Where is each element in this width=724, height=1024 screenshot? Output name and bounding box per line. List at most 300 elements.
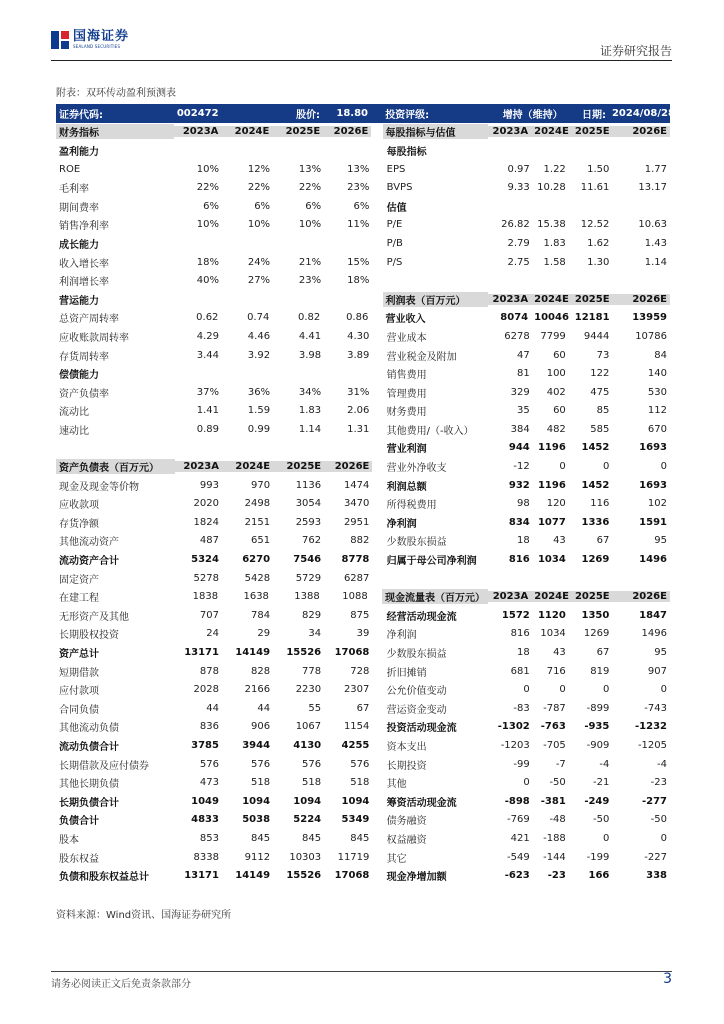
row-value: 2026E — [613, 294, 670, 305]
row-value: 17068 — [334, 870, 370, 882]
row-label: 应付款项 — [59, 686, 99, 698]
rating-value: 增持（维持） — [502, 109, 563, 121]
row-label: 资产总计 — [59, 649, 99, 661]
row-value: 85 — [596, 405, 610, 417]
row-value: 102 — [647, 498, 667, 510]
row-value: 21% — [298, 256, 322, 268]
row-value: 2028 — [193, 684, 219, 696]
row-value: 0 — [660, 832, 667, 844]
row-value: 0 — [660, 461, 667, 473]
row-label: 每股指标 — [386, 146, 427, 158]
row-value: 4.30 — [347, 330, 370, 342]
row-value: 681 — [510, 665, 530, 677]
row-value: 1496 — [639, 554, 667, 566]
header-divider — [51, 60, 672, 61]
price-value: 18.80 — [336, 107, 368, 119]
row-value: 15526 — [286, 870, 322, 882]
row-value: 0 — [602, 684, 610, 696]
row-value: 875 — [350, 609, 370, 621]
row-value: 37% — [196, 386, 219, 398]
row-value: 576 — [199, 758, 219, 770]
row-label: 资产负债率 — [59, 388, 109, 400]
row-value: 402 — [546, 386, 566, 398]
row-label: P/B — [386, 237, 403, 249]
row-value: 3.92 — [247, 349, 271, 361]
row-value: 329 — [510, 386, 530, 398]
row-label: 现金流量表（百万元） — [382, 589, 488, 604]
row-value: 35 — [517, 405, 530, 417]
row-value: 5038 — [242, 814, 271, 826]
row-value: 2025E — [273, 461, 324, 472]
row-value: 73 — [596, 349, 610, 361]
row-label: 无形资产及其他 — [59, 611, 129, 623]
row-value: 585 — [590, 423, 610, 435]
row-value: 1049 — [191, 795, 219, 807]
row-value: 120 — [546, 498, 566, 510]
row-value: 3944 — [242, 739, 271, 751]
row-value: 55 — [308, 702, 322, 714]
stock-code-label: 证券代码: — [59, 109, 103, 121]
row-value: 0.82 — [297, 312, 321, 324]
row-value: 0.99 — [247, 423, 271, 435]
row-value: -549 — [507, 851, 530, 863]
row-value: 2024E — [222, 461, 273, 472]
row-value: 819 — [590, 665, 610, 677]
row-label: ROE — [59, 163, 81, 175]
row-label: 营运资金变动 — [386, 704, 447, 716]
row-value: 2.79 — [507, 237, 530, 249]
row-label: 存货净额 — [59, 518, 99, 530]
row-value: 8074 — [500, 312, 529, 324]
row-value: 482 — [546, 423, 566, 435]
date-label: 日期: — [581, 109, 606, 121]
table-title: 附表：双环传动盈利预测表 — [56, 88, 176, 99]
row-label: 速动比 — [59, 425, 89, 437]
table-row — [56, 662, 670, 681]
row-value: 487 — [199, 535, 219, 547]
row-label: 少数股东损益 — [386, 649, 447, 661]
table-row — [56, 513, 670, 532]
row-value: 22% — [247, 182, 271, 194]
row-label: 偿债能力 — [59, 370, 99, 382]
row-value: 475 — [590, 386, 610, 398]
row-value: 44 — [206, 702, 219, 714]
row-label: 其他长期负债 — [59, 779, 119, 791]
row-value: -50 — [650, 814, 667, 826]
row-value: 834 — [508, 516, 530, 528]
table-row — [56, 550, 670, 569]
row-label: 估值 — [386, 202, 407, 214]
row-value: 2951 — [343, 516, 370, 528]
row-value: 1452 — [581, 442, 610, 454]
row-value: 1034 — [537, 554, 566, 566]
row-value: 2026E — [613, 126, 670, 137]
row-value: 36% — [247, 386, 271, 398]
row-value: 1591 — [639, 516, 667, 528]
row-label: 其他 — [386, 779, 407, 791]
row-label: 负债合计 — [59, 816, 99, 828]
row-value: 140 — [647, 368, 667, 380]
row-value: 10% — [196, 219, 219, 231]
row-value: 23% — [298, 275, 322, 287]
row-label: 营业税金及附加 — [386, 351, 457, 363]
row-value: 944 — [508, 442, 530, 454]
row-value: 5324 — [191, 554, 219, 566]
row-label: 债务融资 — [386, 816, 427, 828]
row-value: -50 — [549, 777, 566, 789]
row-value: -1302 — [497, 721, 530, 733]
row-label: 销售费用 — [386, 370, 427, 382]
row-value: 1.83 — [543, 237, 566, 249]
row-value: 12.52 — [580, 219, 610, 231]
row-value: 778 — [302, 665, 322, 677]
row-value: 2023A — [488, 126, 531, 137]
row-value: 10046 — [534, 312, 569, 324]
page-header — [0, 0, 724, 62]
row-value: 10% — [247, 219, 271, 231]
row-value: 1.14 — [298, 423, 322, 435]
row-value: 2025E — [272, 126, 323, 137]
row-value: 4833 — [191, 814, 219, 826]
logo-mark-icon — [51, 31, 69, 49]
row-value: 10% — [298, 219, 322, 231]
row-label: 流动比 — [59, 407, 89, 419]
row-value: 1154 — [343, 721, 370, 733]
row-value: 1.50 — [587, 163, 610, 175]
row-value: 43 — [553, 535, 566, 547]
row-value: -705 — [543, 739, 566, 751]
row-value: 22% — [196, 182, 219, 194]
table-row — [56, 866, 670, 885]
row-value: 22% — [298, 182, 322, 194]
row-value: 11% — [347, 219, 370, 231]
row-value: 1.31 — [347, 423, 370, 435]
row-value: 518 — [350, 777, 370, 789]
row-value: -21 — [593, 777, 610, 789]
table-row — [56, 309, 670, 328]
row-label: 公允价值变动 — [386, 686, 447, 698]
row-value: 0 — [559, 461, 566, 473]
table-row — [56, 680, 670, 699]
row-value: 1693 — [639, 479, 667, 491]
row-label: 资产负债表（百万元） — [56, 459, 175, 474]
row-label: 固定资产 — [59, 574, 99, 586]
table-row — [56, 606, 670, 625]
table-row — [56, 848, 670, 867]
footer-divider — [51, 971, 672, 972]
row-value: 11.61 — [580, 182, 610, 194]
row-value: 1572 — [501, 609, 530, 621]
table-row — [56, 625, 670, 644]
row-value: 2025E — [569, 294, 612, 305]
table-row — [56, 253, 670, 272]
row-value: 845 — [250, 832, 271, 844]
table-row — [56, 439, 670, 458]
row-value: 67 — [596, 535, 610, 547]
row-value: 716 — [546, 665, 566, 677]
row-label: 利润增长率 — [59, 277, 109, 289]
row-value: 98 — [517, 498, 530, 510]
row-value: 530 — [647, 386, 667, 398]
row-value: -4 — [657, 758, 667, 770]
row-value: -4 — [599, 758, 610, 770]
row-value: 23% — [347, 182, 370, 194]
row-label: 其他流动负债 — [59, 723, 119, 735]
row-value: 816 — [508, 554, 530, 566]
row-value: 1350 — [581, 609, 610, 621]
row-value: 1.14 — [644, 256, 667, 268]
row-value: 2024E — [531, 294, 569, 305]
row-label: 投资活动现金流 — [386, 723, 457, 735]
row-label: 盈利能力 — [59, 146, 99, 158]
row-value: 518 — [302, 777, 322, 789]
row-value: 8338 — [193, 851, 219, 863]
table-row — [56, 718, 670, 737]
row-label: 现金净增加额 — [386, 872, 447, 884]
logo-en: SEALAND SECURITIES — [73, 44, 121, 49]
row-value: 3054 — [295, 498, 322, 510]
row-value: 5349 — [341, 814, 370, 826]
row-value: -743 — [644, 702, 667, 714]
row-label: 每股指标与估值 — [383, 124, 488, 139]
row-value: 40% — [196, 275, 219, 287]
row-value: 13% — [298, 163, 322, 175]
row-value: -99 — [513, 758, 530, 770]
row-value: 728 — [350, 665, 370, 677]
row-value: -7 — [555, 758, 566, 770]
row-value: 34% — [298, 386, 322, 398]
row-label: 股本 — [59, 834, 79, 846]
row-value: 3785 — [191, 739, 219, 751]
row-label: 折旧摊销 — [386, 667, 427, 679]
row-value: 576 — [302, 758, 322, 770]
row-label: 利润总额 — [386, 481, 427, 493]
row-label: 总资产周转率 — [59, 314, 119, 326]
row-value: 4.46 — [247, 330, 271, 342]
row-value: 3.98 — [298, 349, 322, 361]
row-value: -899 — [586, 702, 610, 714]
row-value: 166 — [588, 870, 610, 882]
table-row — [56, 327, 670, 346]
row-value: 1120 — [537, 609, 566, 621]
row-label: 股东权益 — [59, 853, 99, 865]
row-label: 归属于母公司净利润 — [386, 556, 477, 568]
row-label: 利润表（百万元） — [383, 292, 488, 307]
row-label: 净利润 — [386, 518, 417, 530]
row-value: 1.43 — [644, 237, 667, 249]
row-value: 1.59 — [247, 405, 271, 417]
row-value: 26.82 — [501, 219, 530, 231]
row-label: 少数股东损益 — [386, 537, 447, 549]
row-value: 3.89 — [347, 349, 370, 361]
row-value: 1824 — [193, 516, 219, 528]
row-value: 4.29 — [196, 330, 219, 342]
row-value: 2024E — [531, 126, 569, 137]
row-value: 1452 — [581, 479, 610, 491]
row-value: 1067 — [295, 721, 322, 733]
row-value: 5278 — [193, 572, 219, 584]
row-value: 44 — [257, 702, 271, 714]
row-value: 0 — [660, 684, 667, 696]
row-value: -1205 — [637, 739, 667, 751]
row-value: 651 — [250, 535, 271, 547]
row-label: 长期股权投资 — [59, 630, 119, 642]
row-value: 1.30 — [587, 256, 610, 268]
row-value: 11719 — [337, 851, 370, 863]
row-label: 负债和股东权益总计 — [59, 872, 149, 884]
row-value: 1847 — [639, 609, 667, 621]
row-value: 2307 — [343, 684, 370, 696]
row-value: 1.83 — [298, 405, 322, 417]
row-value: 60 — [553, 405, 566, 417]
row-value: 338 — [646, 870, 667, 882]
row-value: 6270 — [242, 554, 271, 566]
row-value: 14149 — [235, 870, 271, 882]
forecast-table — [56, 104, 675, 885]
table-row — [56, 755, 670, 774]
row-label: EPS — [386, 163, 406, 175]
row-value: 473 — [199, 777, 219, 789]
row-value: -898 — [504, 795, 530, 807]
row-value: 2023A — [488, 294, 531, 305]
row-value: 31% — [347, 386, 370, 398]
report-type: 证券研究报告 — [599, 44, 672, 58]
row-label: 应收账款周转率 — [59, 332, 129, 344]
row-value: 122 — [590, 368, 610, 380]
row-value: 67 — [356, 702, 370, 714]
row-value: 762 — [302, 535, 322, 547]
row-label: 营运能力 — [59, 295, 99, 307]
table-top-bar — [56, 104, 675, 123]
row-value: 670 — [647, 423, 667, 435]
price-label: 股价: — [296, 109, 321, 121]
row-label: 净利润 — [386, 630, 417, 642]
row-label: 长期投资 — [386, 760, 427, 772]
row-label: 期间费率 — [59, 202, 99, 214]
row-value: 1336 — [581, 516, 610, 528]
table-row — [56, 829, 670, 848]
row-label: 营业外净收支 — [386, 463, 447, 475]
row-value: 0 — [559, 684, 566, 696]
row-value: 1034 — [540, 628, 566, 640]
row-label: 其它 — [386, 853, 407, 865]
row-label: 应收款项 — [59, 500, 99, 512]
row-value: 2151 — [244, 516, 271, 528]
table-row — [56, 457, 670, 476]
row-value: 1474 — [343, 479, 370, 491]
row-value: 7546 — [293, 554, 322, 566]
row-label: 存货周转率 — [59, 351, 109, 363]
row-value: 970 — [250, 479, 271, 491]
row-value: 43 — [553, 647, 566, 659]
row-value: 784 — [250, 609, 271, 621]
row-label: 其他费用/（-收入） — [386, 425, 474, 437]
row-value: 5729 — [295, 572, 322, 584]
row-value: 9112 — [244, 851, 271, 863]
row-value: 1077 — [537, 516, 566, 528]
row-value: 24% — [247, 256, 271, 268]
row-value: 34 — [308, 628, 322, 640]
table-row — [56, 773, 670, 792]
row-value: 116 — [590, 498, 610, 510]
row-value: 4.41 — [298, 330, 322, 342]
row-value: 29 — [257, 628, 271, 640]
row-value: 13171 — [184, 870, 219, 882]
row-value: 2026E — [323, 126, 371, 137]
row-label: 短期借款 — [59, 667, 99, 679]
disclaimer-text: 请务必阅读正文后免责条款部分 — [51, 979, 191, 990]
row-label: 长期借款及应付债券 — [59, 760, 149, 772]
row-label: 合同负债 — [59, 704, 99, 716]
row-value: 18% — [347, 275, 370, 287]
row-value: 2166 — [244, 684, 271, 696]
row-value: 84 — [654, 349, 667, 361]
row-value: 878 — [199, 665, 219, 677]
row-value: 0.74 — [247, 312, 270, 324]
row-value: 1094 — [242, 795, 271, 807]
table-row — [56, 290, 670, 309]
table-row — [56, 346, 670, 365]
row-value: 1.58 — [543, 256, 566, 268]
source-note: 资料来源：Wind资讯、国海证券研究所 — [56, 910, 232, 921]
row-value: 0 — [602, 461, 610, 473]
stock-code-value: 002472 — [176, 107, 219, 119]
row-value: 13.17 — [638, 182, 667, 194]
row-value: 15% — [347, 256, 370, 268]
row-value: 882 — [350, 535, 370, 547]
row-value: 845 — [302, 832, 322, 844]
row-value: 2.06 — [347, 405, 370, 417]
row-value: 12% — [247, 163, 271, 175]
row-label: 资本支出 — [386, 741, 427, 753]
row-value: 7799 — [540, 330, 566, 342]
row-value: -623 — [504, 870, 530, 882]
row-value: -381 — [540, 795, 566, 807]
row-value: 1.22 — [543, 163, 566, 175]
row-value: 0 — [523, 777, 530, 789]
row-value: 13959 — [632, 312, 667, 324]
row-label: 流动资产合计 — [59, 556, 119, 568]
row-value: 6% — [203, 200, 219, 212]
row-value: 10786 — [635, 330, 667, 342]
row-value: -199 — [586, 851, 610, 863]
row-label: 管理费用 — [386, 388, 427, 400]
row-value: -23 — [547, 870, 566, 882]
row-value: 2025E — [569, 591, 612, 602]
row-value: 15526 — [286, 647, 322, 659]
date-value: 2024/08/28 — [611, 107, 675, 119]
row-value: -763 — [540, 721, 566, 733]
row-value: 6% — [353, 200, 370, 212]
row-value: 993 — [199, 479, 219, 491]
row-value: -249 — [584, 795, 610, 807]
row-value: 1196 — [537, 479, 566, 491]
row-value: 17068 — [334, 647, 370, 659]
row-value: 828 — [250, 665, 271, 677]
row-label: 现金及现金等价物 — [59, 481, 139, 493]
row-label: 流动负债合计 — [59, 741, 119, 753]
row-value: 67 — [596, 647, 610, 659]
row-value: 15.38 — [537, 219, 566, 231]
row-value: 2498 — [244, 498, 271, 510]
row-value: 18 — [517, 647, 530, 659]
table-row — [56, 476, 670, 495]
row-value: 39 — [356, 628, 370, 640]
row-value: -769 — [507, 814, 530, 826]
row-value: 576 — [250, 758, 271, 770]
row-value: 95 — [654, 535, 667, 547]
table-row — [56, 569, 670, 588]
